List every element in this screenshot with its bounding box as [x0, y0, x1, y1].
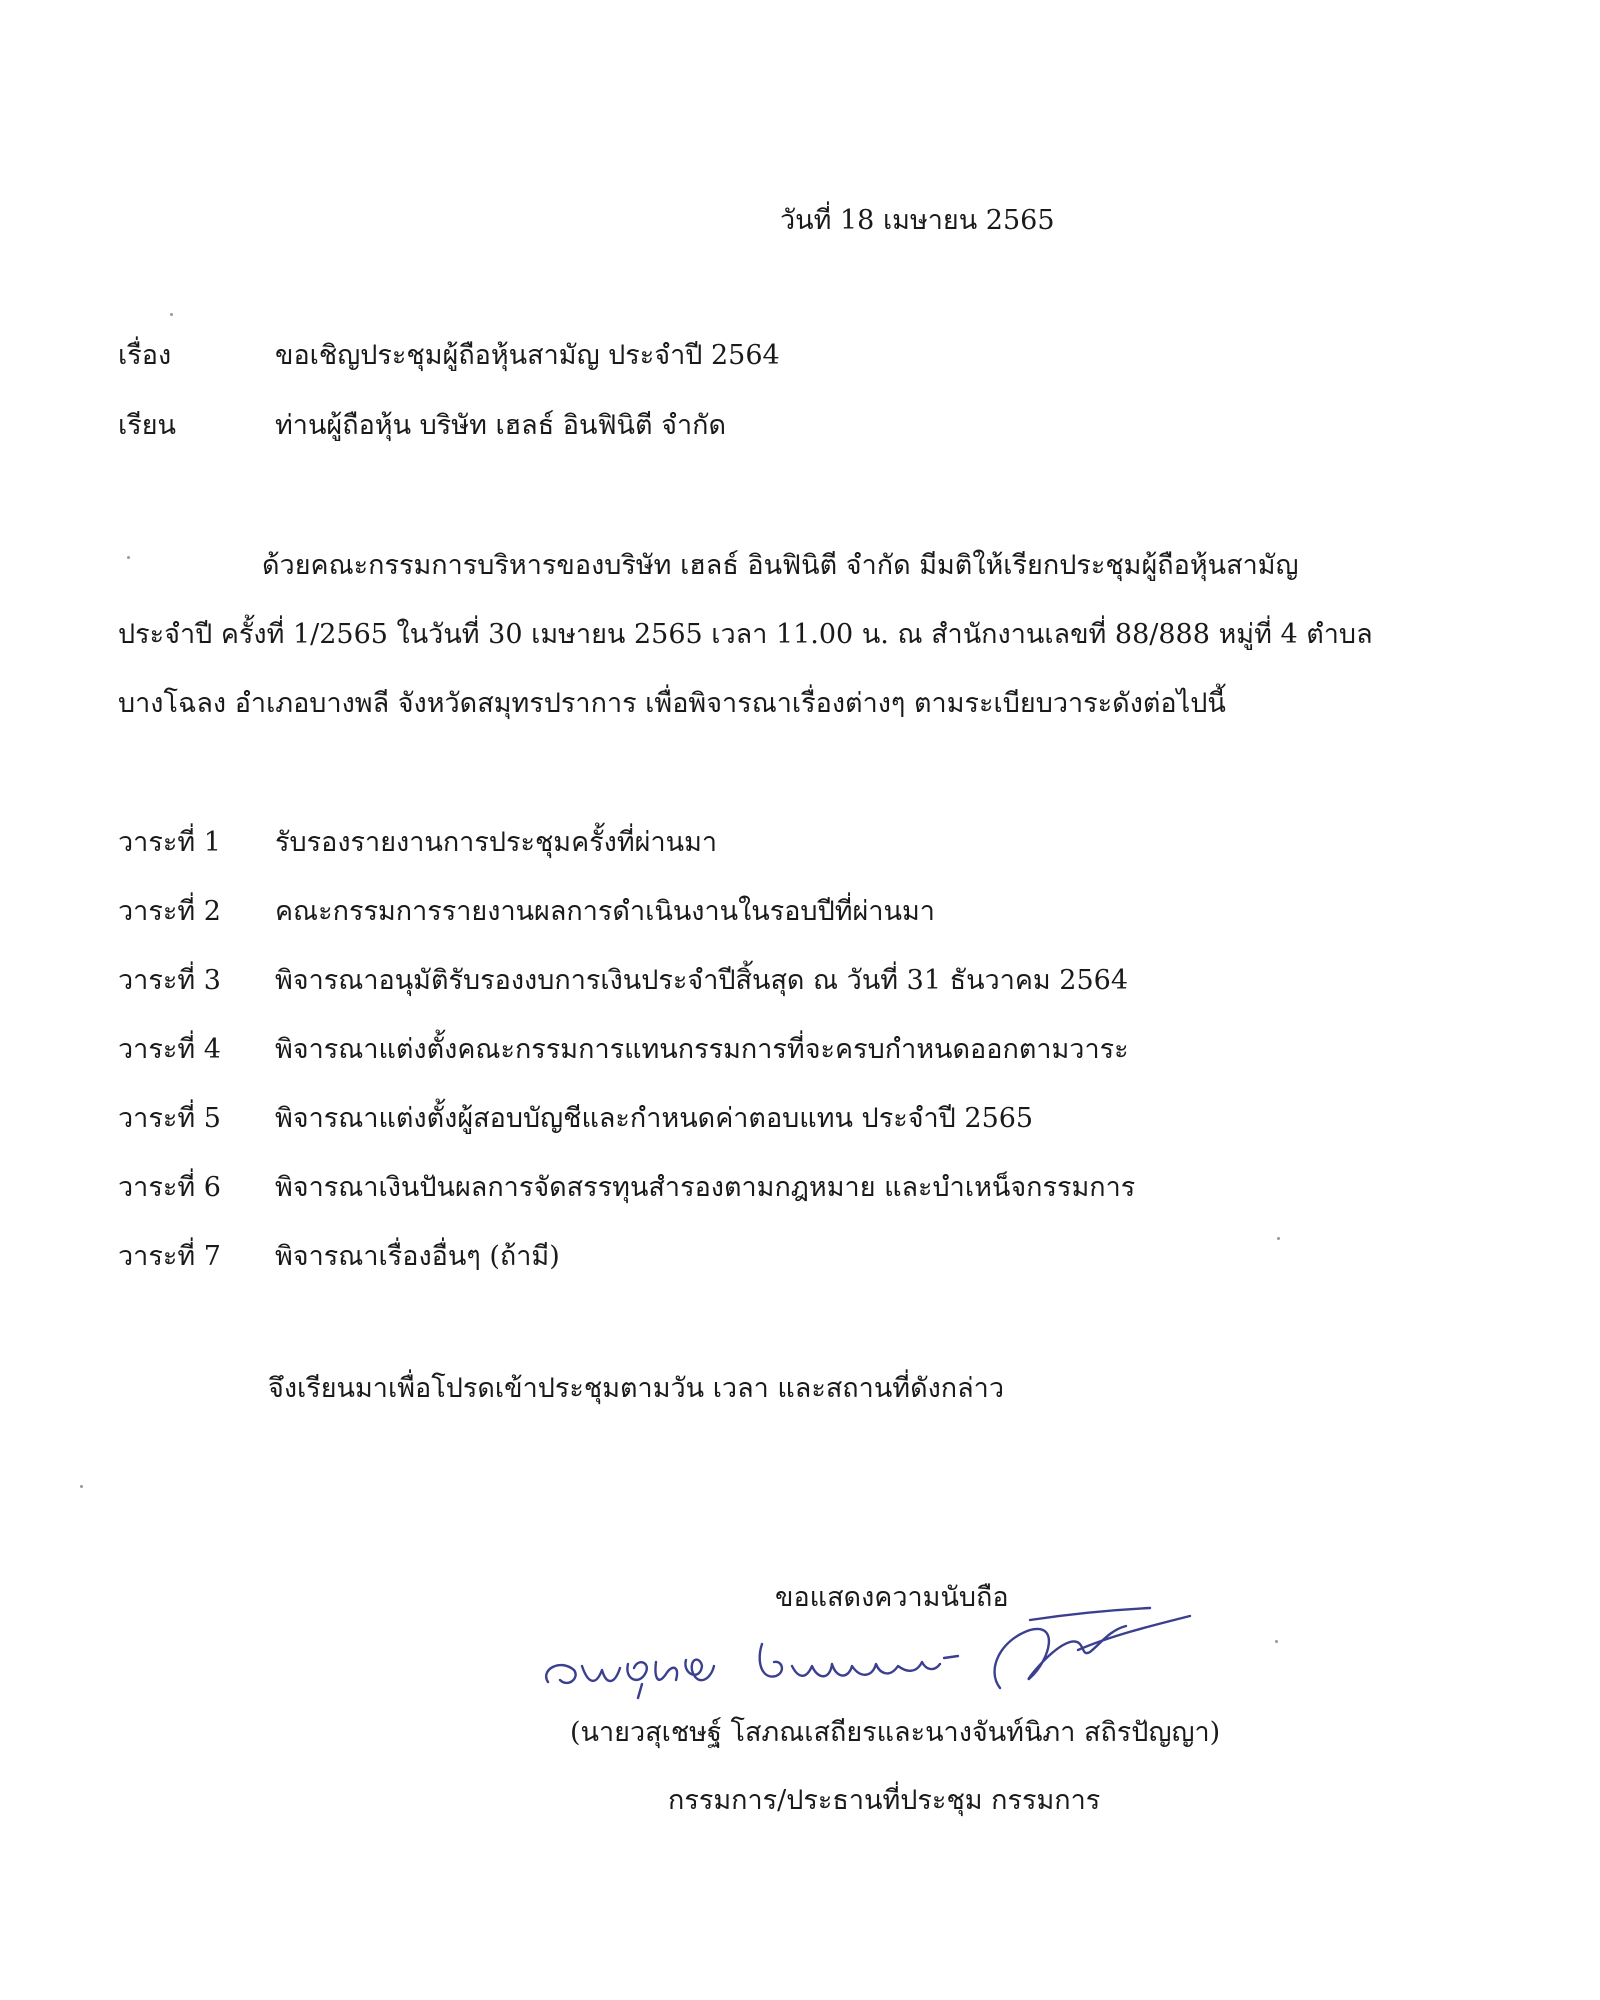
- body-line-2: ประจำปี ครั้งที่ 1/2565 ในวันที่ 30 เมษายน 2565 เวลา 11.00 น. ณ สำนักงานเลขที่ 88/888 หมู่ที่ 4 ตำบล: [118, 619, 1373, 650]
- agenda-number: วาระที่ 2: [118, 896, 221, 927]
- signer-names: (นายวสุเชษฐ์ โสภณเสถียรและนางจันท์นิภา สถิรปัญญา): [570, 1717, 1221, 1748]
- regards-line: ขอแสดงความนับถือ: [775, 1582, 1009, 1613]
- agenda-number: วาระที่ 1: [118, 827, 221, 858]
- agenda-item: พิจารณาอนุมัติรับรองงบการเงินประจำปีสิ้นสุด ณ วันที่ 31 ธันวาคม 2564: [275, 965, 1129, 996]
- agenda-item: รับรองรายงานการประชุมครั้งที่ผ่านมา: [275, 827, 718, 858]
- agenda-number: วาระที่ 6: [118, 1172, 221, 1203]
- agenda-number: วาระที่ 5: [118, 1103, 221, 1134]
- agenda-item: พิจารณาเรื่องอื่นๆ (ถ้ามี): [275, 1241, 560, 1272]
- agenda-number: วาระที่ 4: [118, 1034, 221, 1065]
- subject-label: เรื่อง: [118, 340, 172, 371]
- scan-speck: [1275, 1640, 1278, 1643]
- agenda-item: พิจารณาแต่งตั้งคณะกรรมการแทนกรรมการที่จะครบกำหนดออกตามวาระ: [275, 1034, 1129, 1065]
- agenda-number: วาระที่ 3: [118, 965, 221, 996]
- recipient-text: ท่านผู้ถือหุ้น บริษัท เฮลธ์ อินฟินิตี จำกัด: [275, 410, 726, 441]
- handwritten-signature: [530, 1600, 1210, 1710]
- body-line-1: ด้วยคณะกรรมการบริหารของบริษัท เฮลธ์ อินฟินิตี จำกัด มีมติให้เรียกประชุมผู้ถือหุ้นสามัญ: [262, 550, 1299, 581]
- scan-speck: [1277, 1237, 1280, 1240]
- closing-line: จึงเรียนมาเพื่อโปรดเข้าประชุมตามวัน เวลา และสถานที่ดังกล่าว: [268, 1373, 1005, 1404]
- recipient-label: เรียน: [118, 410, 177, 441]
- body-line-3: บางโฉลง อำเภอบางพลี จังหวัดสมุทรปราการ เพื่อพิจารณาเรื่องต่างๆ ตามระเบียบวาระดังต่อไปนี้: [118, 688, 1226, 719]
- agenda-item: พิจารณาแต่งตั้งผู้สอบบัญชีและกำหนดค่าตอบแทน ประจำปี 2565: [275, 1103, 1034, 1134]
- agenda-number: วาระที่ 7: [118, 1241, 221, 1272]
- signer-titles: กรรมการ/ประธานที่ประชุม กรรมการ: [668, 1785, 1101, 1816]
- scan-speck: [170, 313, 173, 316]
- scan-speck: [127, 556, 130, 559]
- agenda-item: คณะกรรมการรายงานผลการดำเนินงานในรอบปีที่ผ่านมา: [275, 896, 935, 927]
- subject-text: ขอเชิญประชุมผู้ถือหุ้นสามัญ ประจำปี 2564: [275, 340, 780, 371]
- agenda-item: พิจารณาเงินปันผลการจัดสรรทุนสำรองตามกฎหมาย และบำเหน็จกรรมการ: [275, 1172, 1136, 1203]
- letter-date: วันที่ 18 เมษายน 2565: [780, 205, 1055, 236]
- scan-speck: [80, 1485, 83, 1488]
